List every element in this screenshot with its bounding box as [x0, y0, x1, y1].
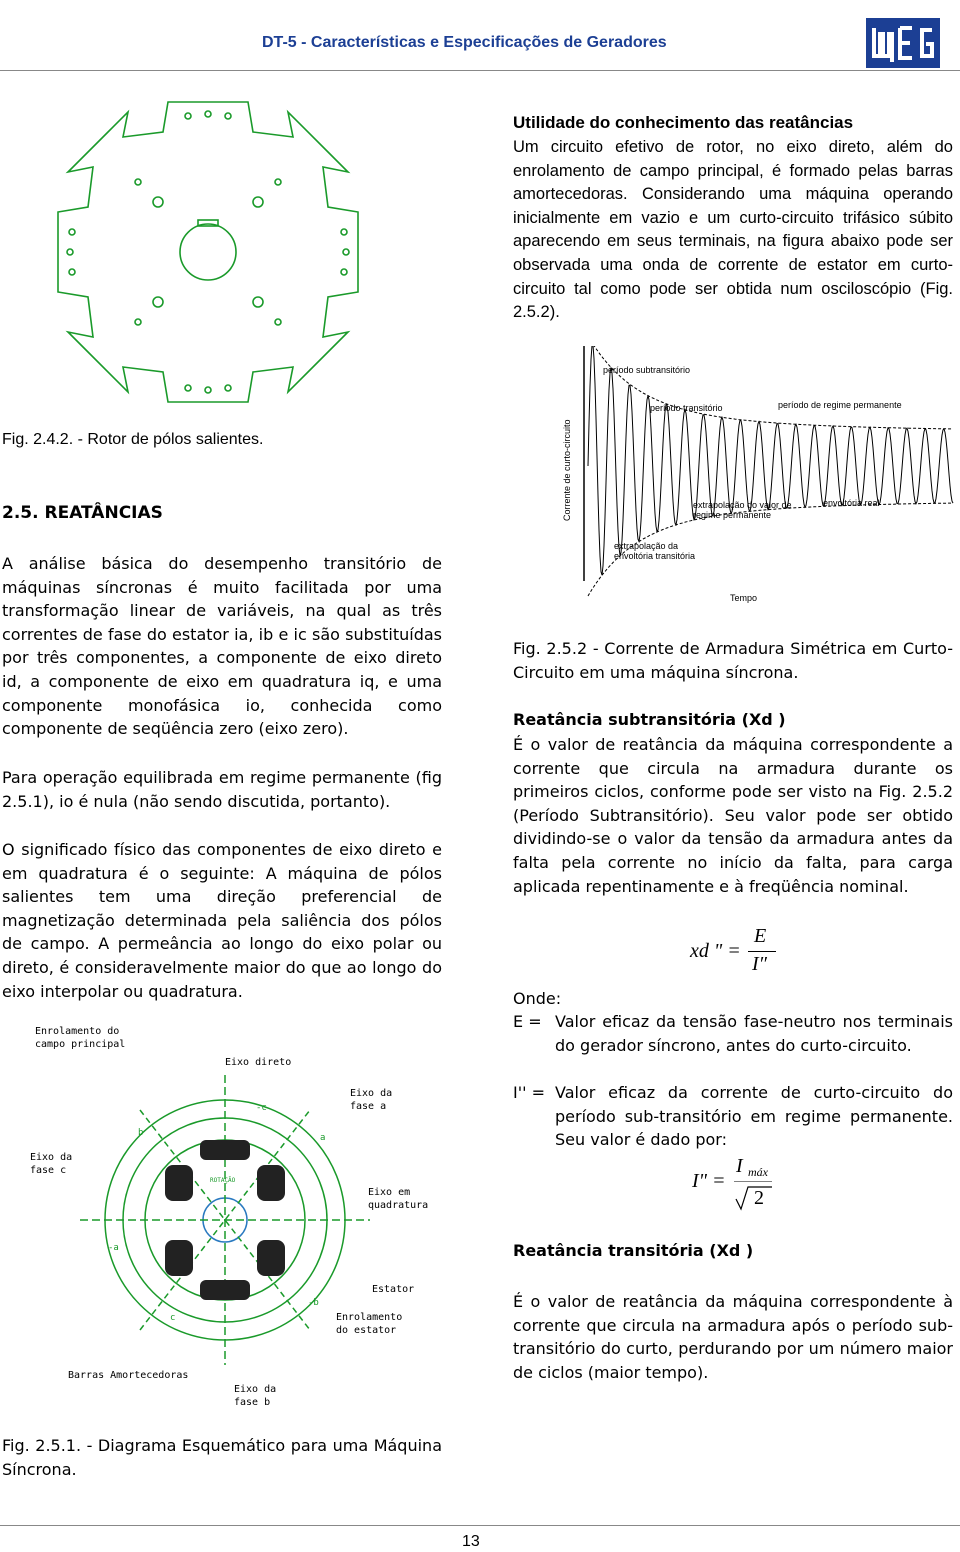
- formula-i-denominator: 2: [754, 1187, 764, 1209]
- formula-xd-numerator: E: [754, 925, 767, 947]
- definition-i: [513, 1081, 953, 1152]
- subtransient-heading: Reatância subtransitória (Xd ): [513, 710, 786, 729]
- formula-xd-lhs: xd " =: [690, 940, 741, 962]
- definition-i-text: Valor eficaz da corrente de curto-circuito do período sub-transitório em regime permanente. Seu valor é dado por:: [555, 1083, 953, 1150]
- formula-i-numerator: I: [736, 1155, 743, 1177]
- label-neg-a: -a: [108, 1243, 119, 1253]
- short-circuit-waveform: [548, 346, 960, 606]
- svg-text:do estator: do estator: [336, 1325, 397, 1336]
- svg-text:regime permanente: regime permanente: [693, 510, 772, 520]
- label-subtransient: período subtransitório: [603, 365, 691, 375]
- svg-text:fase a: fase a: [350, 1101, 387, 1112]
- intro-heading: Utilidade do conhecimento das reatâncias: [513, 113, 854, 132]
- label-neg-c: -c: [256, 1103, 267, 1113]
- weg-logo: [866, 18, 940, 68]
- label-phase-b: Eixo da: [234, 1384, 277, 1395]
- label-phase-a: Eixo da: [350, 1088, 393, 1099]
- label-extrap-steady: extrapolação do valor de: [693, 500, 792, 510]
- label-b: b: [138, 1128, 144, 1138]
- rotor-figure-caption: Fig. 2.4.2. - Rotor de pólos salientes.: [2, 431, 264, 448]
- label-a: a: [320, 1133, 326, 1143]
- rotor-figure: [48, 92, 368, 412]
- label-transient: período transitório: [650, 403, 723, 413]
- waveform-figure-caption: Fig. 2.5.2 - Corrente de Armadura Simétrica em Curto-Circuito em uma máquina síncrona.: [513, 639, 953, 682]
- label-xlabel: Tempo: [730, 593, 758, 603]
- section-title: 2.5. REATÂNCIAS: [2, 503, 163, 523]
- section-paragraph-1: A análise básica do desempenho transitório de máquinas síncronas é muito facilitada por uma transformação linear de variáveis, na qual as três correntes de fase do estator ia, ib e ic são substituídas por três componentes, a componente de eixo direto id, a componente de eixo em quadratura iq, e uma componente monofásica io, conhecida como componente de seqüência zero (eixo zero).: [2, 554, 442, 739]
- definition-e-text: Valor eficaz da tensão fase-neutro nos terminais do gerador síncrono, antes do curto-circuito.: [555, 1012, 953, 1055]
- label-neg-b: -b: [308, 1298, 319, 1308]
- machine-diagram: [20, 1020, 430, 1415]
- section-paragraph-2: Para operação equilibrada em regime permanente (fig 2.5.1), io é nula (não sendo discutida, portanto).: [2, 768, 442, 811]
- svg-text:campo principal: campo principal: [35, 1039, 126, 1050]
- svg-text:envoltória transitória: envoltória transitória: [614, 551, 696, 561]
- intro-text: Um circuito efetivo de rotor, no eixo direto, além do enrolamento de campo principal, é formado pelas barras amortecedoras. Considerando uma máquina operando inicialmente em vazio e um curto-circuito trifásico súbito aparecendo em seus terminais, na figura abaixo pode ser observada uma onda de corrente de estator em curto-circuito tal como pode ser obtida num osciloscópio (Fig. 2.5.2).: [513, 138, 953, 322]
- label-stator-winding: Enrolamento: [336, 1312, 403, 1323]
- svg-text:quadratura: quadratura: [368, 1200, 429, 1211]
- label-c: c: [170, 1313, 176, 1323]
- label-extrap-transient: extrapolação da: [614, 541, 679, 551]
- label-stator: Estator: [372, 1284, 415, 1295]
- definition-i-term: I'' =: [513, 1083, 546, 1102]
- label-rotation: ROTAÇÃO: [210, 1177, 236, 1184]
- formula-i-lhs: I" =: [692, 1170, 726, 1192]
- transient-heading: Reatância transitória (Xd ): [513, 1241, 754, 1260]
- page-number: 13: [462, 1533, 480, 1550]
- label-damper-bars: Barras Amortecedoras: [68, 1370, 189, 1381]
- subtransient-text: É o valor de reatância da máquina correspondente a corrente que circula na armadura durante os primeiros ciclos, conforme pode ser visto na Fig. 2.5.2 (Período Subtransitório). Seu valor pode ser obtido dividindo-se o valor da tensão da armadura antes da falta pela corrente no início da falta, para carga aplicada repentinamente e à freqüência nominal.: [513, 735, 953, 896]
- svg-text:fase c: fase c: [30, 1165, 67, 1176]
- definition-e-term: E =: [513, 1012, 542, 1031]
- label-steady: período de regime permanente: [778, 400, 902, 410]
- definition-e: [513, 1010, 953, 1057]
- document-header-title: DT-5 - Características e Especificações de Geradores: [262, 34, 667, 51]
- diagram-figure-caption: Fig. 2.5.1. - Diagrama Esquemático para uma Máquina Síncrona.: [2, 1436, 442, 1479]
- svg-text:fase b: fase b: [234, 1397, 271, 1408]
- label-quadrature: Eixo em: [368, 1187, 411, 1198]
- label-real-envelope: envoltória real: [823, 498, 880, 508]
- label-field-winding: Enrolamento do: [35, 1026, 120, 1037]
- label-direct-axis: Eixo direto: [225, 1057, 292, 1068]
- header-divider: [0, 70, 960, 71]
- label-phase-c: Eixo da: [30, 1152, 73, 1163]
- formula-i-subscript: máx: [748, 1165, 768, 1179]
- onde-label: Onde:: [513, 989, 562, 1008]
- label-ylabel: Corrente de curto-circuito: [562, 419, 572, 521]
- footer-divider: [0, 1525, 960, 1526]
- section-paragraph-3: O significado físico das componentes de eixo direto e em quadratura é o seguinte: A máquina de pólos salientes tem uma direção preferencial de magnetização determinada pela saliência dos pólos de campo. A permeância ao longo do eixo polar ou direto, é consideravelmente maior do que ao longo do eixo interpolar ou quadratura.: [2, 840, 442, 1001]
- transient-text: É o valor de reatância da máquina correspondente à corrente que circula na armadura após o período sub-transitório do curto, perdurando por um número maior de ciclos (maior tempo).: [513, 1292, 953, 1382]
- formula-xd-denominator: I″: [752, 953, 767, 975]
